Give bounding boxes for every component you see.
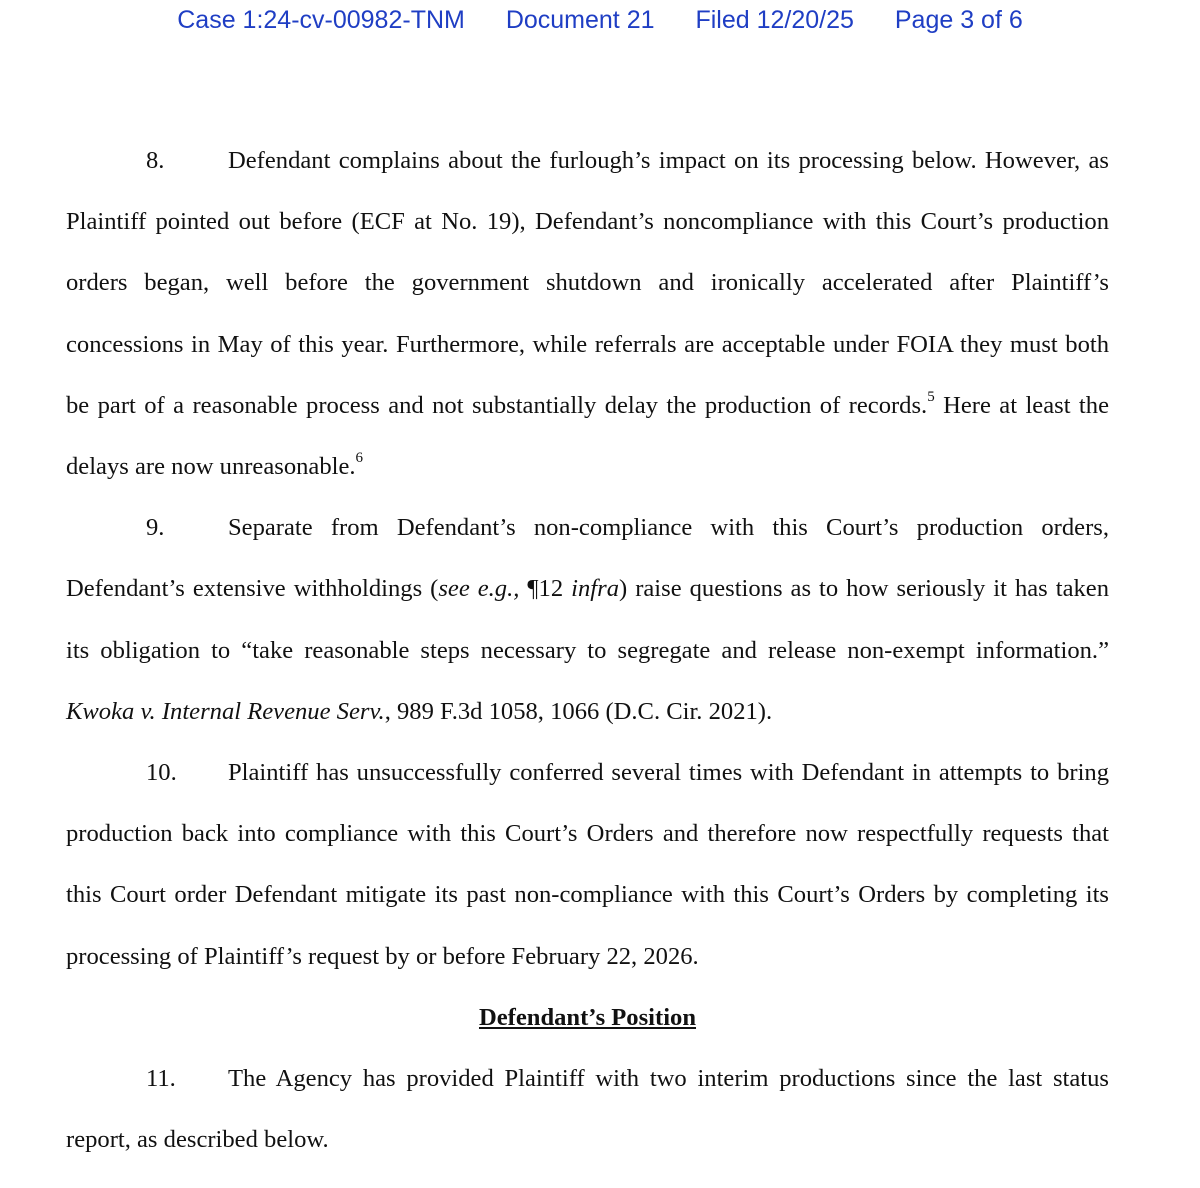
case-citation-name: Kwoka v. Internal Revenue Serv. [66, 697, 385, 725]
page-indicator: Page 3 of 6 [894, 6, 1023, 34]
paragraph-number: 10. [146, 759, 177, 787]
document-body [66, 130, 1109, 1170]
document-number: Document 21 [505, 6, 655, 34]
paragraph-text-cont: Here at least the delays are now unreasonable. [66, 391, 1109, 481]
paragraph-11 [66, 1048, 1109, 1170]
paragraph-reference: ¶12 [519, 575, 572, 603]
paragraph-text: Plaintiff has unsuccessfully conferred several times with Defendant in attempts to bring production back into compliance with this Court’s Orders and therefore now respectfully requests that this Court order Defendant mitigate its past non-compliance with this Court’s Orders by completing its processing of Plaintiff’s request by or before February 22, 2026. [66, 759, 1109, 970]
paragraph-text: The Agency has provided Plaintiff with two interim productions since the last status report, as described below. [66, 1065, 1109, 1154]
paragraph-text: Separate from Defendant’s non-compliance with this Court’s production orders, Defendant’s extensive withholdings ( [66, 514, 1109, 603]
signal-infra: infra [571, 575, 619, 603]
footnote-ref-6[interactable]: 6 [355, 449, 364, 466]
ecf-header [0, 6, 1200, 46]
paragraph-text-cont: ) raise questions as to how seriously it has taken its obligation to “take reasonable steps necessary to segregate and release non-exempt information.” [66, 575, 1109, 664]
paragraph-number: 8. [146, 147, 165, 174]
paragraph-10 [66, 742, 1109, 987]
signal-see: see e.g., [438, 575, 520, 603]
paragraph-8 [66, 130, 1109, 497]
paragraph-text: Defendant complains about the furlough’s impact on its processing below. However, as Plaintiff pointed out before (ECF at No. 19), Defendant’s noncompliance with this Court’s production orders began, well before the government shutdown and ironically accelerated after Plaintiff’s concessions in May of this year. Furthermore, while referrals are acceptable under FOIA they must both be part of a reasonable process and not substantially delay the production of records. [66, 147, 1109, 419]
filed-date: Filed 12/20/25 [695, 6, 854, 34]
paragraph-9 [66, 497, 1109, 742]
paragraph-number: 11. [146, 1065, 176, 1093]
case-citation-reporter: , 989 F.3d 1058, 1066 (D.C. Cir. 2021). [384, 697, 773, 725]
paragraph-number: 9. [146, 514, 165, 542]
case-number: Case 1:24-cv-00982-TNM [177, 6, 465, 34]
section-heading: Defendant’s Position [478, 1003, 697, 1031]
footnote-ref-5[interactable]: 5 [927, 388, 935, 405]
